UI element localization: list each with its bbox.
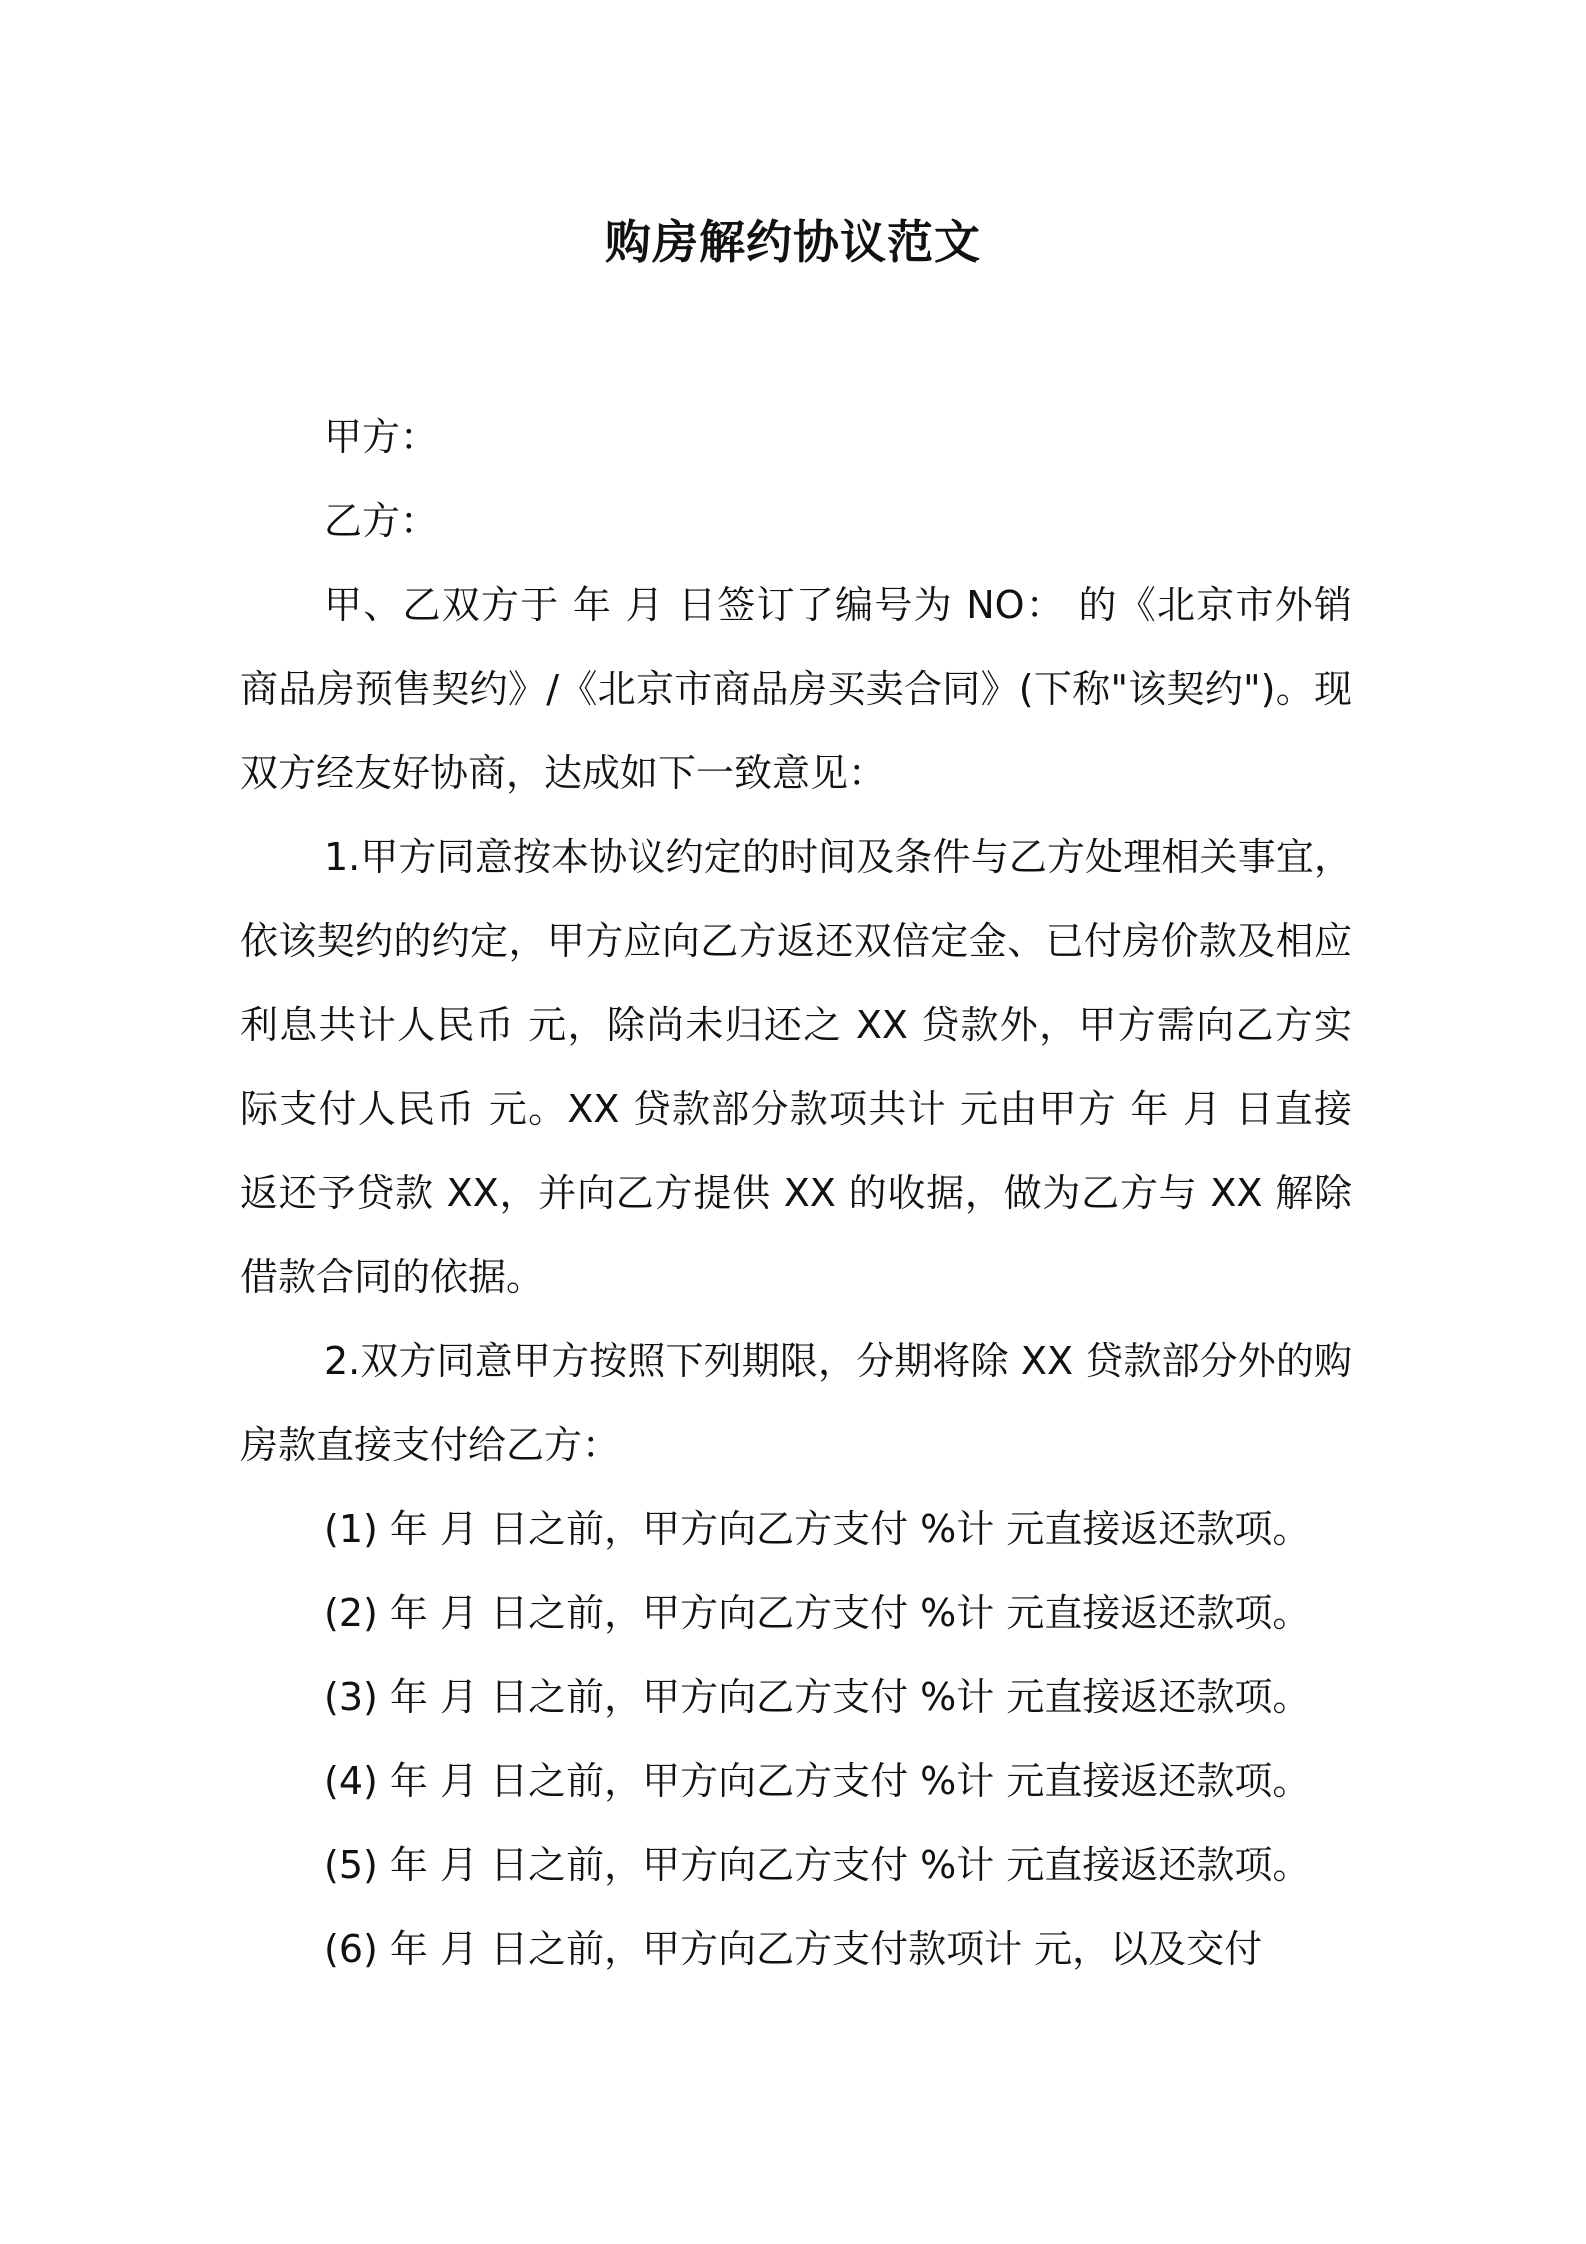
party-a-label: 甲方： [324, 415, 439, 459]
payment-item-1: (1) 年 月 日之前，甲方向乙方支付 %计 元直接返还款项。 [324, 1507, 1311, 1551]
party-b-label: 乙方： [324, 499, 439, 543]
payment-item-4: (4) 年 月 日之前，甲方向乙方支付 %计 元直接返还款项。 [324, 1759, 1311, 1803]
payment-item-3: (3) 年 月 日之前，甲方向乙方支付 %计 元直接返还款项。 [324, 1675, 1311, 1719]
payment-item-2: (2) 年 月 日之前，甲方向乙方支付 %计 元直接返还款项。 [324, 1591, 1311, 1635]
intro-paragraph: 甲、乙双方于 年 月 日签订了编号为 NO： 的《北京市外销商品房预售契约》/《北京市商品房买卖合同》(下称"该契约")。现双方经友好协商，达成如下一致意见： [240, 583, 1352, 795]
document-body [240, 395, 1352, 1991]
document-title: 购房解约协议范文 [605, 215, 981, 269]
clause-1-paragraph: 1.甲方同意按本协议约定的时间及条件与乙方处理相关事宜，依该契约的约定，甲方应向乙方返还双倍定金、已付房价款及相应利息共计人民币 元，除尚未归还之 XX 贷款外，甲方需向乙方实际支付人民币 元。XX 贷款部分款项共计 元由甲方 年 月 日直接返还予贷款 XX，并向乙方提供 XX 的收据，做为乙方与 XX 解除借款合同的依据。 [240, 835, 1352, 1299]
payment-item-5: (5) 年 月 日之前，甲方向乙方支付 %计 元直接返还款项。 [324, 1843, 1311, 1887]
payment-item-6: (6) 年 月 日之前，甲方向乙方支付款项计 元，以及交付 [324, 1927, 1263, 1971]
clause-2-paragraph: 2.双方同意甲方按照下列期限，分期将除 XX 贷款部分外的购房款直接支付给乙方： [240, 1339, 1352, 1467]
